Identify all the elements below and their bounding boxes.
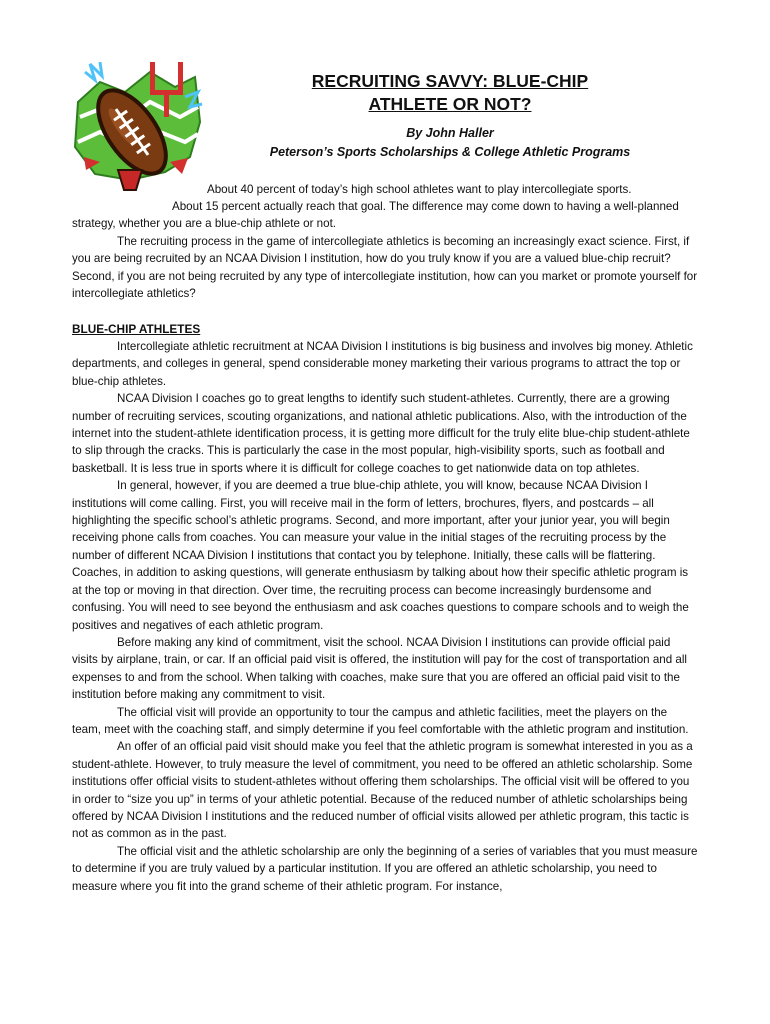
football-goalpost-clipart-icon xyxy=(70,62,205,192)
section-body xyxy=(72,338,698,895)
intro-paragraph-1: About 40 percent of today’s high school athletes want to play intercollegiate sports. xyxy=(207,183,632,196)
section-paragraph-3: In general, however, if you are deemed a true blue-chip athlete, you will know, because NCAA Division I institutions will come calling. First, you will receive mail in the form of letters, brochures, flyers, and postcards – all highlighting the specific school’s athletic programs. Second, and more important, after your junior year, you will begin receiving phone calls from coaches. You can measure your value in the initial stages of the recruiting process by the number of different NCAA Division I institutions that contact you by telephone. Initially, these calls will be flattering. Coaches, in addition to asking questions, will generate enthusiasm by talking about how their specific athletic program is at the top or moving in that direction. Over time, the recruiting process can become increasingly burdensome and confusing. You will need to see beyond the enthusiasm and ask coaches questions to compare schools and to weigh the positives and negatives of each athletic program. xyxy=(72,479,689,632)
intro-paragraph-3: The recruiting process in the game of intercollegiate athletics is becoming an increasingly exact science. First, if you are being recruited by an NCAA Division I institution, how do you truly know if you are a valued blue-chip recruit? Second, if you are not being recruited by any type of intercollegiate institution, how can you market or promote yourself for intercollegiate athletics? xyxy=(72,234,698,301)
title-line-1: RECRUITING SAVVY: BLUE-CHIP xyxy=(311,71,589,91)
section-heading: BLUE-CHIP ATHLETES xyxy=(72,322,201,336)
article-title xyxy=(220,70,680,116)
section-paragraph-4: Before making any kind of commitment, visit the school. NCAA Division I institutions can provide official paid visits by airplane, train, or car. If an official paid visit is offered, the institution will pay for the cost of transportation and all expenses to and from the school. When talking with coaches, make sure that you are offered an official paid visit to the institution before making any commitment to visit. xyxy=(72,635,687,702)
intro-body xyxy=(72,198,698,302)
byline-author: By John Haller xyxy=(406,126,494,140)
title-line-2: ATHLETE OR NOT? xyxy=(368,94,532,114)
section-paragraph-5: The official visit will provide an opportunity to tour the campus and athletic facilities, meet the players on the team, meet with the coaching staff, and simply determine if you feel comfortable with the athletic program and institution. xyxy=(72,705,689,736)
intro-paragraph-2: About 15 percent actually reach that goal. The difference may come down to having a well-planned strategy, whether you are a blue-chip athlete or not. xyxy=(72,200,679,231)
section-paragraph-2: NCAA Division I coaches go to great lengths to identify such student-athletes. Currently, there are a growing number of recruiting services, scouting organizations, and national athletic publications. Also, with the introduction of the internet into the student-athlete identification process, it is getting more difficult for the truly elite blue-chip student-athlete to slip through the cracks. This is particularly the case in the most popular, high-visibility sports, such as football and basketball. It is less true in sports where it is difficult for college coaches to get nationwide data on top athletes. xyxy=(72,392,690,475)
section-paragraph-7: The official visit and the athletic scholarship are only the beginning of a series of variables that you must measure to determine if you are truly valued by a particular institution. If you are offered an athletic scholarship, you need to measure where you fit into the grand scheme of their athletic program. For instance, xyxy=(72,844,698,893)
section-paragraph-6: An offer of an official paid visit should make you feel that the athletic program is somewhat interested in you as a student-athlete. However, to truly measure the level of commitment, you need to be offered an athletic scholarship. Some institutions offer official visits to student-athletes without offering them scholarships. The official visit will be offered to you in order to “size you up” in terms of your athletic potential. Because of the reduced number of athletic scholarships being offered by NCAA Division I institutions and the reduced number of official visits allowed per athletic program, this tactic is not as common as in the past. xyxy=(72,740,693,841)
section-paragraph-1: Intercollegiate athletic recruitment at NCAA Division I institutions is big business and involves big money. Athletic departments, and colleges in general, spend considerable money marketing their various programs to attract the top or blue-chip athletes. xyxy=(72,340,693,388)
byline-organization: Peterson’s Sports Scholarships & College Athletic Programs xyxy=(269,145,631,159)
